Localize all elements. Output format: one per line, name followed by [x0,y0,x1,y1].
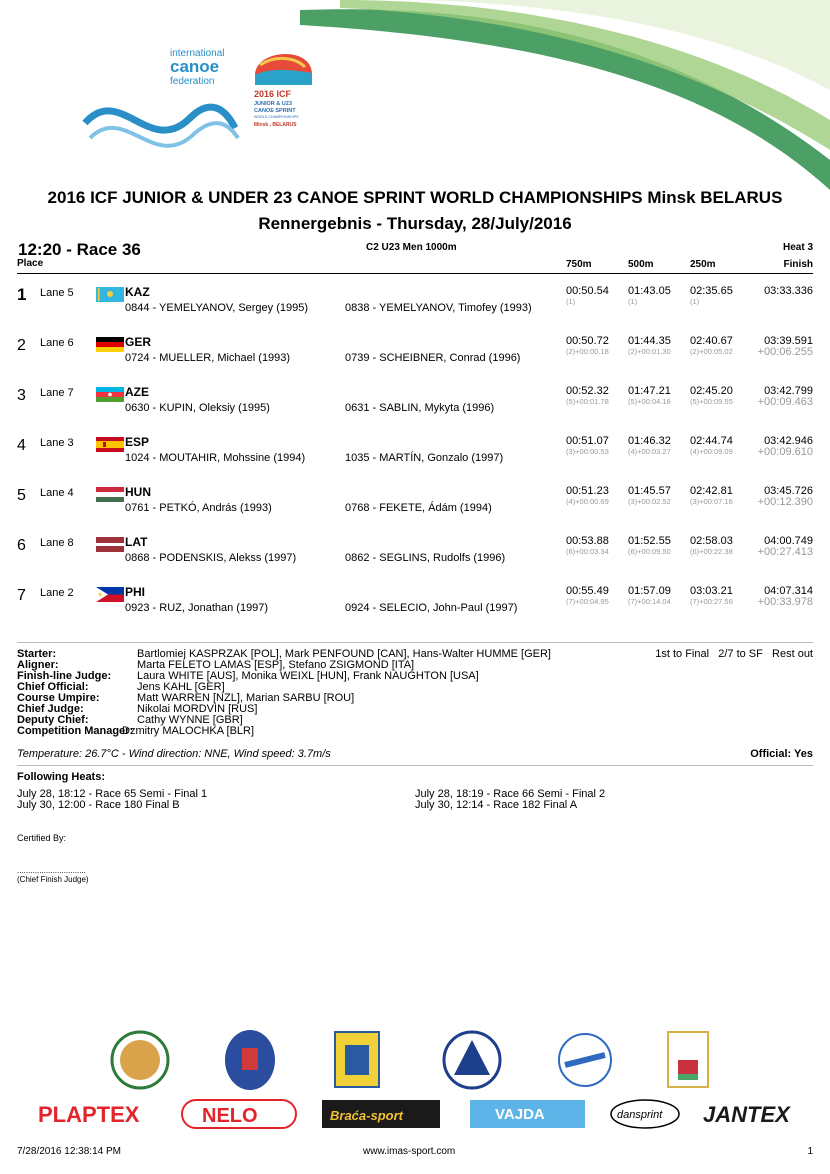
lane-label: Lane 3 [40,437,74,449]
lane-label: Lane 7 [40,387,74,399]
split-250m-rank: (6)+00:22.38 [690,547,733,556]
following-heat-item: July 30, 12:00 - Race 180 Final B [17,799,180,811]
sponsor-braca-logo [322,1100,440,1128]
split-750m-rank: (4)+00:00.69 [566,497,609,506]
split-750m: 00:52.32 [566,385,609,397]
sponsor-crest-1-icon [112,1032,168,1088]
official-value: Bartlomiej KASPRZAK [POL], Mark PENFOUND [CAN], Hans-Walter HUMME [GER] [137,648,551,660]
flag-aze-icon [96,387,124,402]
svg-text:canoe: canoe [170,57,220,76]
split-250m: 02:35.65 [690,285,733,297]
lane-label: Lane 8 [40,537,74,549]
signature-role: (Chief Finish Judge) [17,875,89,884]
svg-text:CANOE SPRINT: CANOE SPRINT [254,108,296,114]
page-title: 2016 ICF JUNIOR & UNDER 23 CANOE SPRINT WORLD CHAMPIONSHIPS Minsk BELARUS [47,188,783,207]
finish-gap: +00:33.978 [757,596,813,608]
official-label: Aligner: [17,659,59,671]
split-500m: 01:46.32 [628,435,671,447]
split-750m: 00:55.49 [566,585,609,597]
sponsor-crest-6-icon [668,1032,708,1087]
finish-gap: +00:12.390 [757,496,813,508]
header-swoosh-graphic [300,0,830,190]
col-header-500m: 500m [628,259,654,270]
finish-gap: +00:09.463 [757,396,813,408]
official-label: Starter: [17,648,57,660]
athlete-1: 0923 - RUZ, Jonathan (1997) [125,602,269,614]
svg-text:Minsk , BELARUS: Minsk , BELARUS [254,122,297,128]
event-name: C2 U23 Men 1000m [366,242,457,253]
athlete-2: 0631 - SABLIN, Mykyta (1996) [345,402,495,414]
header-divider [17,273,813,274]
place-number: 4 [17,437,26,454]
nation-code: GER [125,335,152,349]
svg-text:2016 ICF: 2016 ICF [254,89,292,99]
official-value: Laura WHITE [AUS], Monika WEIXL [HUN], Frank NAUGHTON [USA] [137,670,479,682]
result-row [0,535,830,585]
official-label: Finish-line Judge: [17,670,112,682]
athlete-1: 0630 - KUPIN, Oleksiy (1995) [125,402,270,414]
nation-code: HUN [125,485,151,499]
official-value: Cathy WYNNE [GBR] [137,714,243,726]
result-row [0,435,830,485]
split-500m-rank: (2)+00:01.30 [628,347,671,356]
sponsor-crest-5-icon [559,1034,611,1086]
finish-time: 03:45.726 [764,485,813,497]
split-500m-rank: (6)+00:09.50 [628,547,671,556]
sponsor-plaptex-logo [38,1102,140,1127]
official-label: Chief Judge: [17,703,84,715]
athlete-1: 0844 - YEMELYANOV, Sergey (1995) [125,302,309,314]
split-250m-rank: (1) [690,297,700,306]
heat-label: Heat 3 [782,242,813,253]
flag-esp-icon [96,437,124,452]
split-250m-rank: (2)+00:05.02 [690,347,733,356]
split-750m: 00:51.23 [566,485,609,497]
nation-code: PHI [125,585,146,599]
flag-hun-icon [96,487,124,502]
sponsor-banner [0,1030,830,1130]
svg-text:VAJDA: VAJDA [495,1106,545,1123]
official-value: Jens KAHL [GER] [137,681,225,693]
official-label: Chief Official: [17,681,89,693]
nation-code: ESP [125,435,150,449]
result-row [0,285,830,335]
place-number: 7 [17,587,26,604]
split-250m-rank: (5)+00:09.55 [690,397,733,406]
finish-time: 03:42.799 [764,385,813,397]
progression-rules: 1st to Final 2/7 to SF Rest out [655,648,813,660]
certified-label: Certified By: [17,833,67,843]
split-250m: 02:44.74 [690,435,733,447]
place-number: 5 [17,487,26,504]
svg-text:JUNIOR & U23: JUNIOR & U23 [254,101,292,107]
finish-gap: +00:27.413 [757,546,813,558]
svg-text:Braća-sport: Braća-sport [330,1108,403,1123]
svg-text:JANTEX: JANTEX [703,1102,790,1127]
split-500m-rank: (7)+00:14.04 [628,597,671,606]
footer-page-number: 1 [807,1146,813,1157]
split-500m-rank: (3)+00:02.52 [628,497,671,506]
split-250m-rank: (7)+00:27.56 [690,597,733,606]
signature-line: ............................... [17,866,86,875]
col-header-750m: 750m [566,259,592,270]
nation-code: LAT [125,535,148,549]
split-750m-rank: (7)+00:04.95 [566,597,609,606]
col-header-place: Place [17,258,44,269]
split-250m-rank: (3)+00:07.16 [690,497,733,506]
nation-code: AZE [125,385,149,399]
split-250m: 02:40.67 [690,335,733,347]
race-time-number: 12:20 - Race 36 [18,240,141,259]
place-number: 1 [17,285,27,304]
official-value: Nikolai MORDVIN [RUS] [137,703,258,715]
split-250m: 02:45.20 [690,385,733,397]
finish-time: 03:39.591 [764,335,813,347]
split-750m: 00:53.88 [566,535,609,547]
athlete-2: 0862 - SEGLINS, Rudolfs (1996) [345,552,506,564]
official-label: Course Umpire: [17,692,100,704]
split-250m: 03:03.21 [690,585,733,597]
place-number: 3 [17,387,26,404]
icf-logo [80,38,240,158]
split-250m-rank: (4)+00:09.09 [690,447,733,456]
split-750m-rank: (6)+00:03.34 [566,547,609,556]
col-header-finish: Finish [783,259,813,270]
split-500m: 01:57.09 [628,585,671,597]
result-row [0,335,830,385]
official-value: Dzmitry MALOCHKA [BLR] [122,725,255,737]
svg-text:WORLD CHAMPIONSHIPS: WORLD CHAMPIONSHIPS [254,115,299,119]
following-heat-item: July 28, 18:19 - Race 66 Semi - Final 2 [415,788,606,800]
col-header-250m: 250m [690,259,716,270]
sponsor-crest-4-icon [444,1032,500,1088]
split-500m: 01:45.57 [628,485,671,497]
weather-divider [17,765,813,766]
following-heat-item: July 30, 12:14 - Race 182 Final A [415,799,578,811]
athlete-2: 0739 - SCHEIBNER, Conrad (1996) [345,352,521,364]
sponsor-dansprint-logo [611,1100,679,1128]
finish-time: 04:00.749 [764,535,813,547]
sponsor-crest-3-icon [335,1032,379,1087]
athlete-2: 1035 - MARTÍN, Gonzalo (1997) [345,452,504,464]
footer-website: www.imas-sport.com [363,1146,456,1157]
sponsor-crest-2-icon [225,1030,275,1090]
place-number: 6 [17,537,26,554]
official-value: Matt WARREN [NZL], Marian SARBU [ROU] [137,692,355,704]
athlete-2: 0768 - FEKETE, Ádám (1994) [345,502,492,514]
split-750m-rank: (1) [566,297,576,306]
svg-text:federation: federation [170,76,215,87]
officials-list [0,649,830,739]
split-500m: 01:47.21 [628,385,671,397]
lane-label: Lane 5 [40,287,74,299]
finish-gap: +00:06.255 [757,346,813,358]
flag-ger-icon [96,337,124,352]
athlete-1: 0724 - MUELLER, Michael (1993) [125,352,291,364]
official-value: Marta FELETO LAMAS [ESP], Stefano ZSIGMOND [ITA] [137,659,415,671]
page-subtitle: Rennergebnis - Thursday, 28/July/2016 [258,214,572,233]
result-row [0,585,830,635]
athlete-1: 1024 - MOUTAHIR, Mohssine (1994) [125,452,306,464]
following-heat-item: July 28, 18:12 - Race 65 Semi - Final 1 [17,788,208,800]
sponsor-vajda-logo [470,1100,585,1128]
split-500m-rank: (4)+00:03.27 [628,447,671,456]
event-logo [250,45,320,135]
result-row [0,385,830,435]
officials-divider [17,642,813,643]
finish-time: 03:33.336 [764,285,813,297]
nation-code: KAZ [125,285,150,299]
athlete-2: 0924 - SELECIO, John-Paul (1997) [345,602,518,614]
athlete-1: 0761 - PETKÓ, András (1993) [125,502,272,514]
lane-label: Lane 2 [40,587,74,599]
sponsor-jantex-logo [703,1102,791,1127]
split-750m: 00:51.07 [566,435,609,447]
finish-time: 04:07.314 [764,585,813,597]
split-750m-rank: (2)+00:00.18 [566,347,609,356]
place-number: 2 [17,337,26,354]
athlete-1: 0868 - PODENSKIS, Alekss (1997) [125,552,297,564]
svg-text:NELO: NELO [202,1105,258,1127]
official-status: Official: Yes [750,748,813,760]
flag-kaz-icon [96,287,124,302]
result-row [0,485,830,535]
lane-label: Lane 4 [40,487,74,499]
split-750m-rank: (5)+00:01.78 [566,397,609,406]
flag-lat-icon [96,537,124,552]
official-label: Competition Manager: [17,725,134,737]
split-500m: 01:44.35 [628,335,671,347]
finish-time: 03:42.946 [764,435,813,447]
split-750m-rank: (3)+00:00.53 [566,447,609,456]
split-500m: 01:52.55 [628,535,671,547]
flag-phi-icon [96,587,124,602]
athlete-2: 0838 - YEMELYANOV, Timofey (1993) [345,302,532,314]
split-250m: 02:58.03 [690,535,733,547]
split-250m: 02:42.81 [690,485,733,497]
weather-info: Temperature: 26.7°C - Wind direction: NNE, Wind speed: 3.7m/s [17,748,331,760]
sponsor-nelo-logo [182,1100,296,1128]
split-750m: 00:50.72 [566,335,609,347]
svg-text:international: international [170,48,225,59]
split-500m-rank: (5)+00:04.16 [628,397,671,406]
lane-label: Lane 6 [40,337,74,349]
footer-timestamp: 7/28/2016 12:38:14 PM [17,1146,121,1157]
svg-text:PLAPTEX: PLAPTEX [38,1102,140,1127]
official-label: Deputy Chief: [17,714,89,726]
split-500m-rank: (1) [628,297,638,306]
following-heats-title: Following Heats: [17,771,105,783]
svg-text:dansprint: dansprint [617,1109,663,1121]
finish-gap: +00:09.610 [757,446,813,458]
split-500m: 01:43.05 [628,285,671,297]
split-750m: 00:50.54 [566,285,609,297]
